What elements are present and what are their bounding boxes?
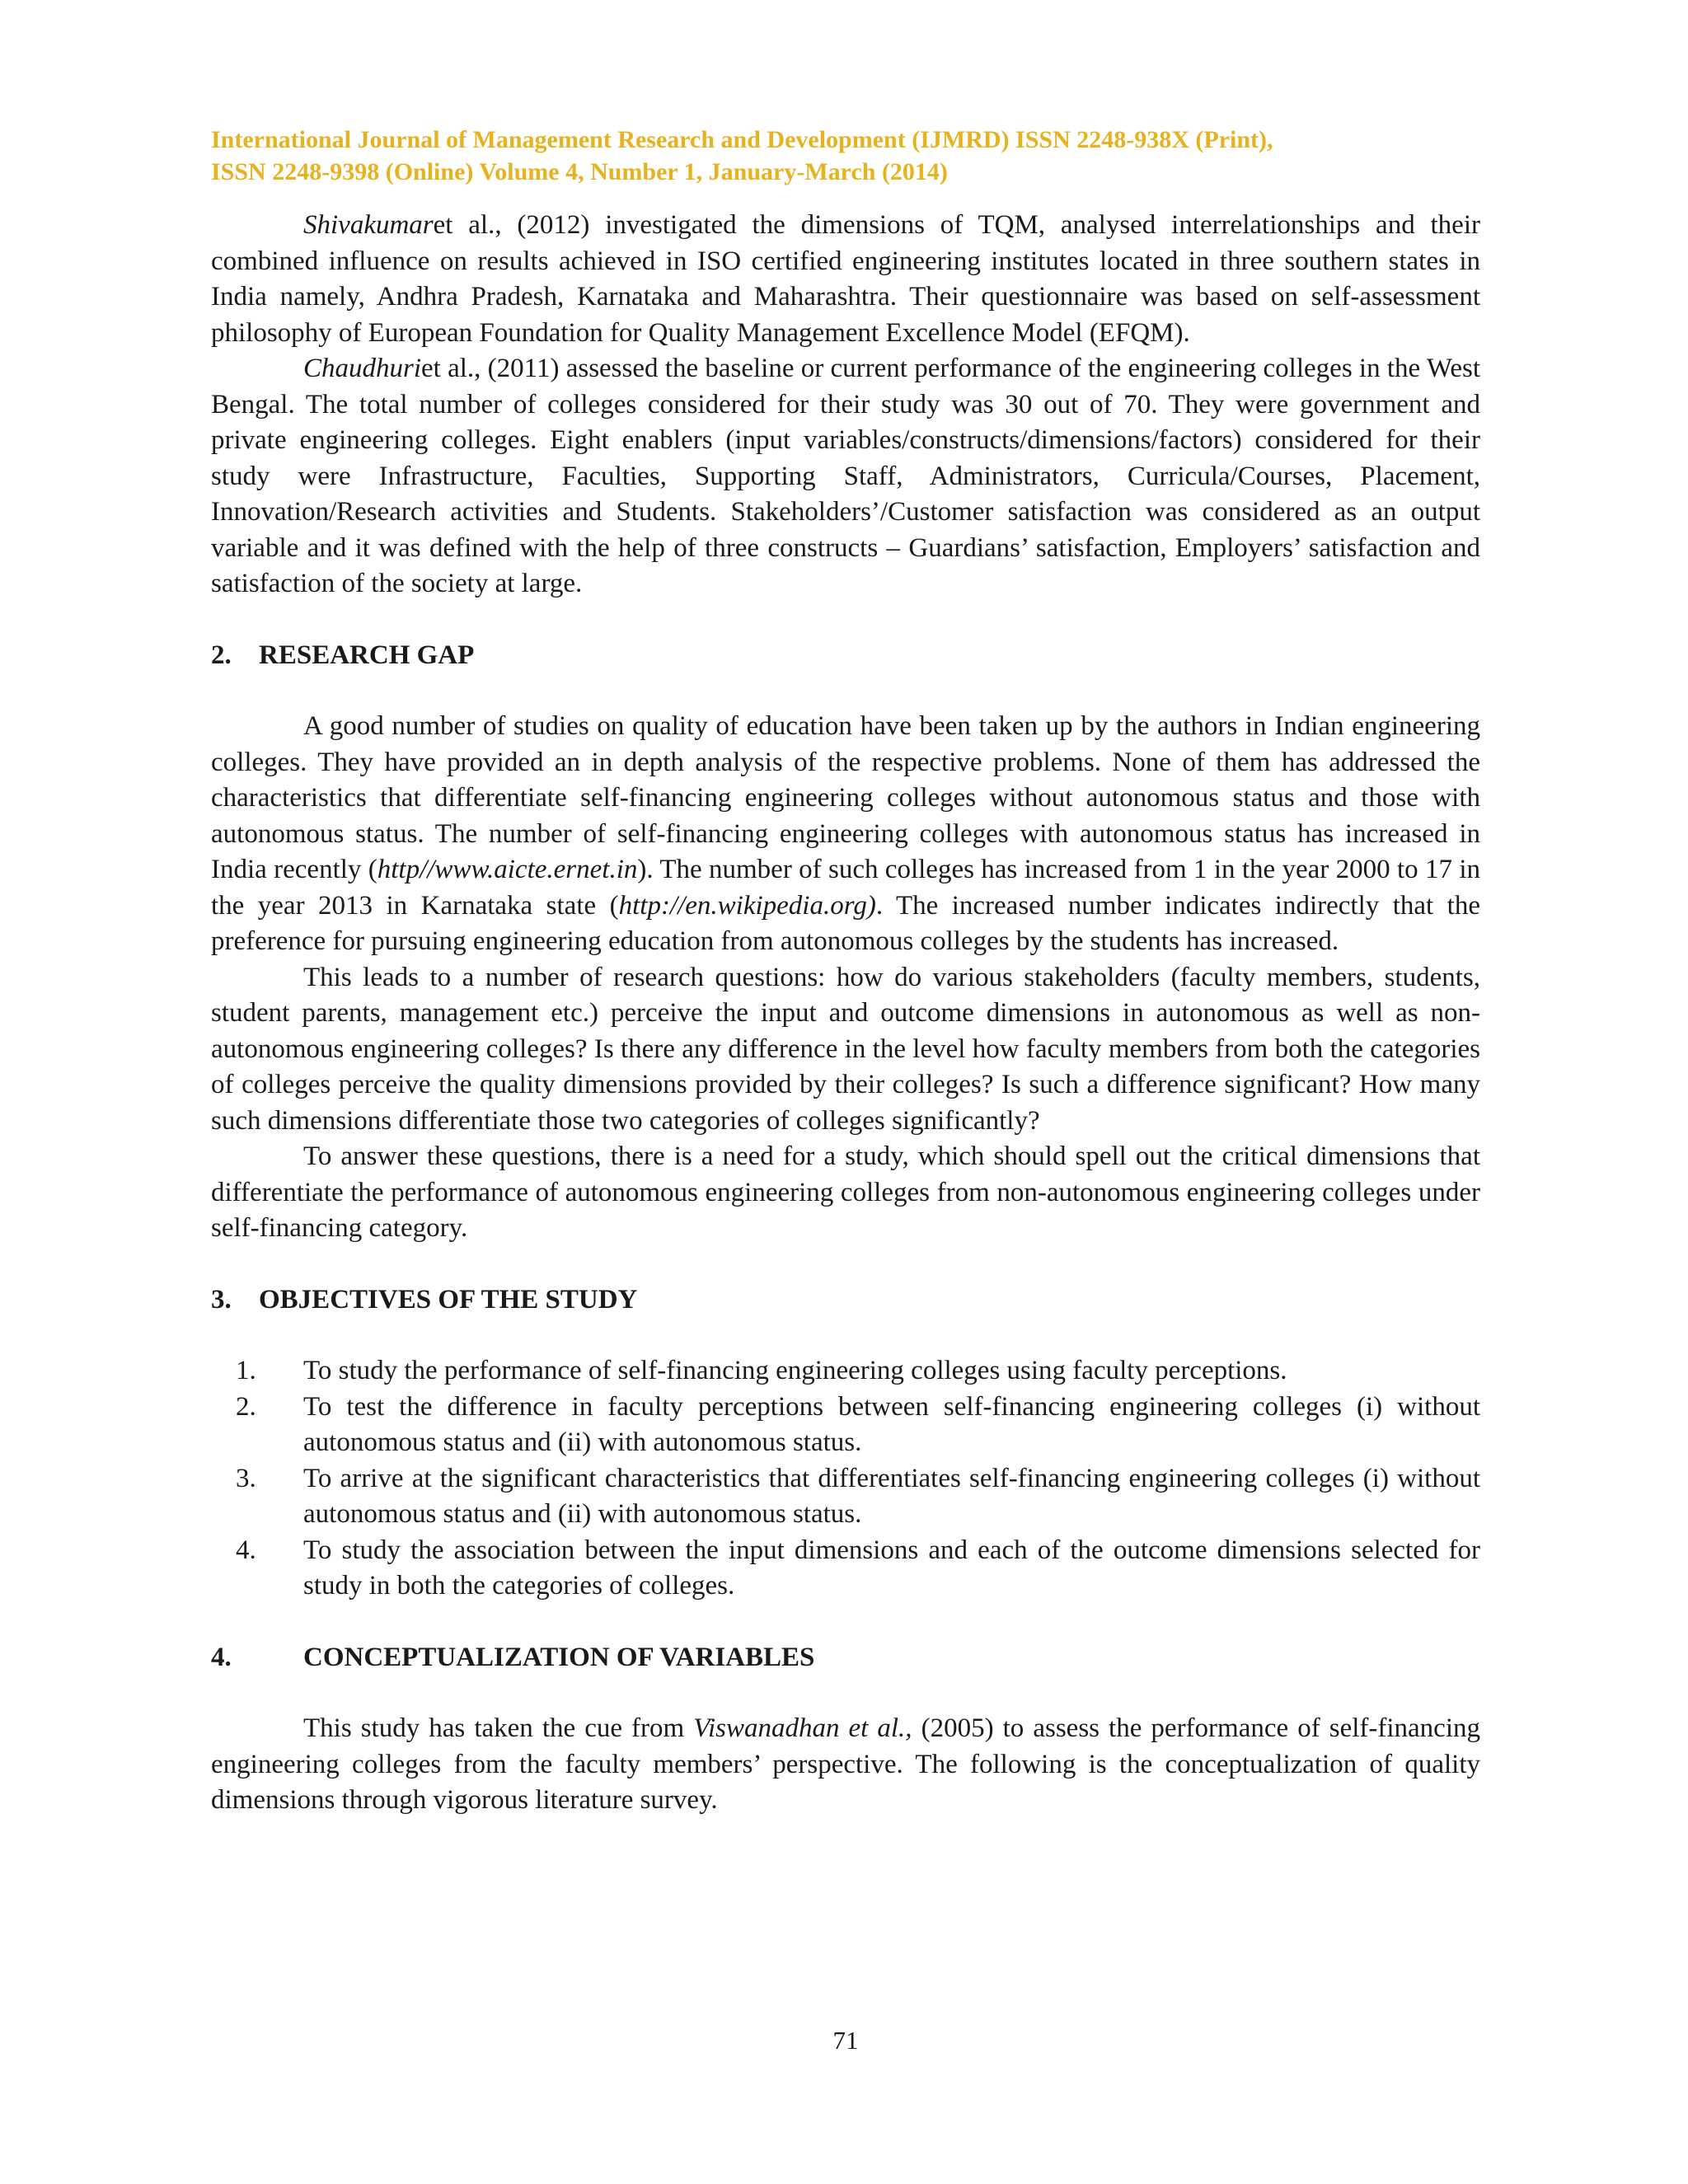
- list-item-number: 2.: [236, 1391, 256, 1422]
- objectives-list: [211, 1353, 1501, 1605]
- section-title: RESEARCH GAP: [259, 640, 475, 670]
- paragraph-text: et al., (2011) assessed the baseline or current performance of the engineering colleges in the West Bengal. The total number of colleges considered for their study was 30 out of 70. They were government and private engineering colleges. Eight enablers (input variables/constructs/dimensions/factors) considered for their study were Infrastructure, Faculties, Supporting Staff, Administrators, Curricula/Courses, Placement, Innovation/Research activities and Students. Stakeholders’/Customer satisfaction was considered as an output variable and it was defined with the help of three constructs – Guardians’ satisfaction, Employers’ satisfaction and satisfaction of the society at large.: [211, 354, 1480, 598]
- journal-running-header: [211, 124, 1480, 188]
- paragraph-shivakumar: [211, 208, 1480, 351]
- section-heading-objectives: [211, 1282, 1480, 1319]
- paragraph-text: ). The number of such colleges has increased from 1 in the year 2000 to 17 in the year 2013 in Karnataka state (: [211, 855, 1480, 921]
- section-heading-conceptualization: [211, 1640, 1480, 1676]
- section-number: 3.: [211, 1284, 232, 1315]
- author-citation: Viswanadhan et al.,: [693, 1713, 912, 1743]
- paragraph-text: This study has taken the cue from: [303, 1713, 694, 1743]
- header-line-2: ISSN 2248-9398 (Online) Volume 4, Number 1, January-March (2014): [211, 158, 948, 185]
- list-item: [211, 1533, 1480, 1605]
- author-citation: Shivakumar: [303, 210, 434, 240]
- paragraph-text: . The increased number indicates indirectly that the preference for pursuing engineering education from autonomous colleges by the students has increased.: [211, 890, 1480, 956]
- paragraph-text: (2005) to assess the performance of self-financing engineering colleges from the faculty members’ perspective. The following is the conceptualization of quality dimensions through vigorous literature survey.: [211, 1713, 1480, 1815]
- paragraph-research-gap-1: [211, 709, 1480, 960]
- list-item: [211, 1390, 1501, 1461]
- paragraph-text: A good number of studies on quality of education have been taken up by the authors in Indian engineering colleges. They have provided an in depth analysis of the respective problems. None of them has addressed the characteristics that differentiate self-financing engineering colleges without autonomous status and those with autonomous status. The number of self-financing engineering colleges with autonomous status has increased in India recently (: [211, 711, 1480, 884]
- list-item-number: 4.: [236, 1535, 256, 1565]
- list-item-text: To study the association between the input dimensions and each of the outcome dimensions selected for study in both the categories of colleges.: [303, 1535, 1480, 1601]
- list-item-text: To arrive at the significant characteristics that differentiates self-financing engineering colleges (i) without autonomous status and (ii) with autonomous status.: [303, 1463, 1501, 1529]
- document-page: [211, 124, 1501, 2093]
- wikipedia-url: http://en.wikipedia.org): [618, 890, 876, 921]
- paragraph-research-gap-2: This leads to a number of research questions: how do various stakeholders (faculty members, students, student parents, management etc.) perceive the input and outcome dimensions in autonomous as well as non-autonomous engineering colleges? Is there any difference in the level how faculty members from both the categories of colleges perceive the quality dimensions provided by their colleges? Is such a difference significant? How many such dimensions differentiate those two categories of colleges significantly?: [211, 962, 1480, 1136]
- section-number: 4.: [211, 1642, 232, 1672]
- paragraph-text: et al., (2012) investigated the dimensions of TQM, analysed interrelationships and their combined influence on results achieved in ISO certified engineering institutes located in three southern states in India namely, Andhra Pradesh, Karnataka and Maharashtra. Their questionnaire was based on self-assessment philosophy of European Foundation for Quality Management Excellence Model (EFQM).: [211, 210, 1480, 348]
- list-item: [211, 1353, 1480, 1390]
- paragraph-conceptualization: [211, 1711, 1480, 1819]
- aicte-url: http//www.aicte.ernet.in: [377, 855, 638, 884]
- section-title: OBJECTIVES OF THE STUDY: [259, 1284, 638, 1315]
- list-item: [211, 1461, 1501, 1533]
- list-item-text: To study the performance of self-financing engineering colleges using faculty perceptions.: [303, 1356, 1287, 1385]
- list-item-number: 1.: [236, 1356, 256, 1385]
- paragraph-chaudhuri: [211, 351, 1480, 602]
- section-number: 2.: [211, 640, 232, 670]
- list-item-number: 3.: [236, 1463, 256, 1493]
- list-item-text: To test the difference in faculty perceptions between self-financing engineering colleges (i) without autonomous status and (ii) with autonomous status.: [303, 1391, 1501, 1457]
- author-citation: Chaudhuri: [303, 354, 422, 383]
- section-title: CONCEPTUALIZATION OF VARIABLES: [303, 1642, 815, 1672]
- paragraph-research-gap-3: To answer these questions, there is a need for a study, which should spell out the critical dimensions that differentiate the performance of autonomous engineering colleges from non-autonomous engineering colleges under self-financing category.: [211, 1141, 1480, 1243]
- header-line-1: International Journal of Management Research and Development (IJMRD) ISSN 2248-938X (Print),: [211, 126, 1273, 153]
- page-number: 71: [832, 2026, 859, 2055]
- section-heading-research-gap: [211, 638, 1480, 674]
